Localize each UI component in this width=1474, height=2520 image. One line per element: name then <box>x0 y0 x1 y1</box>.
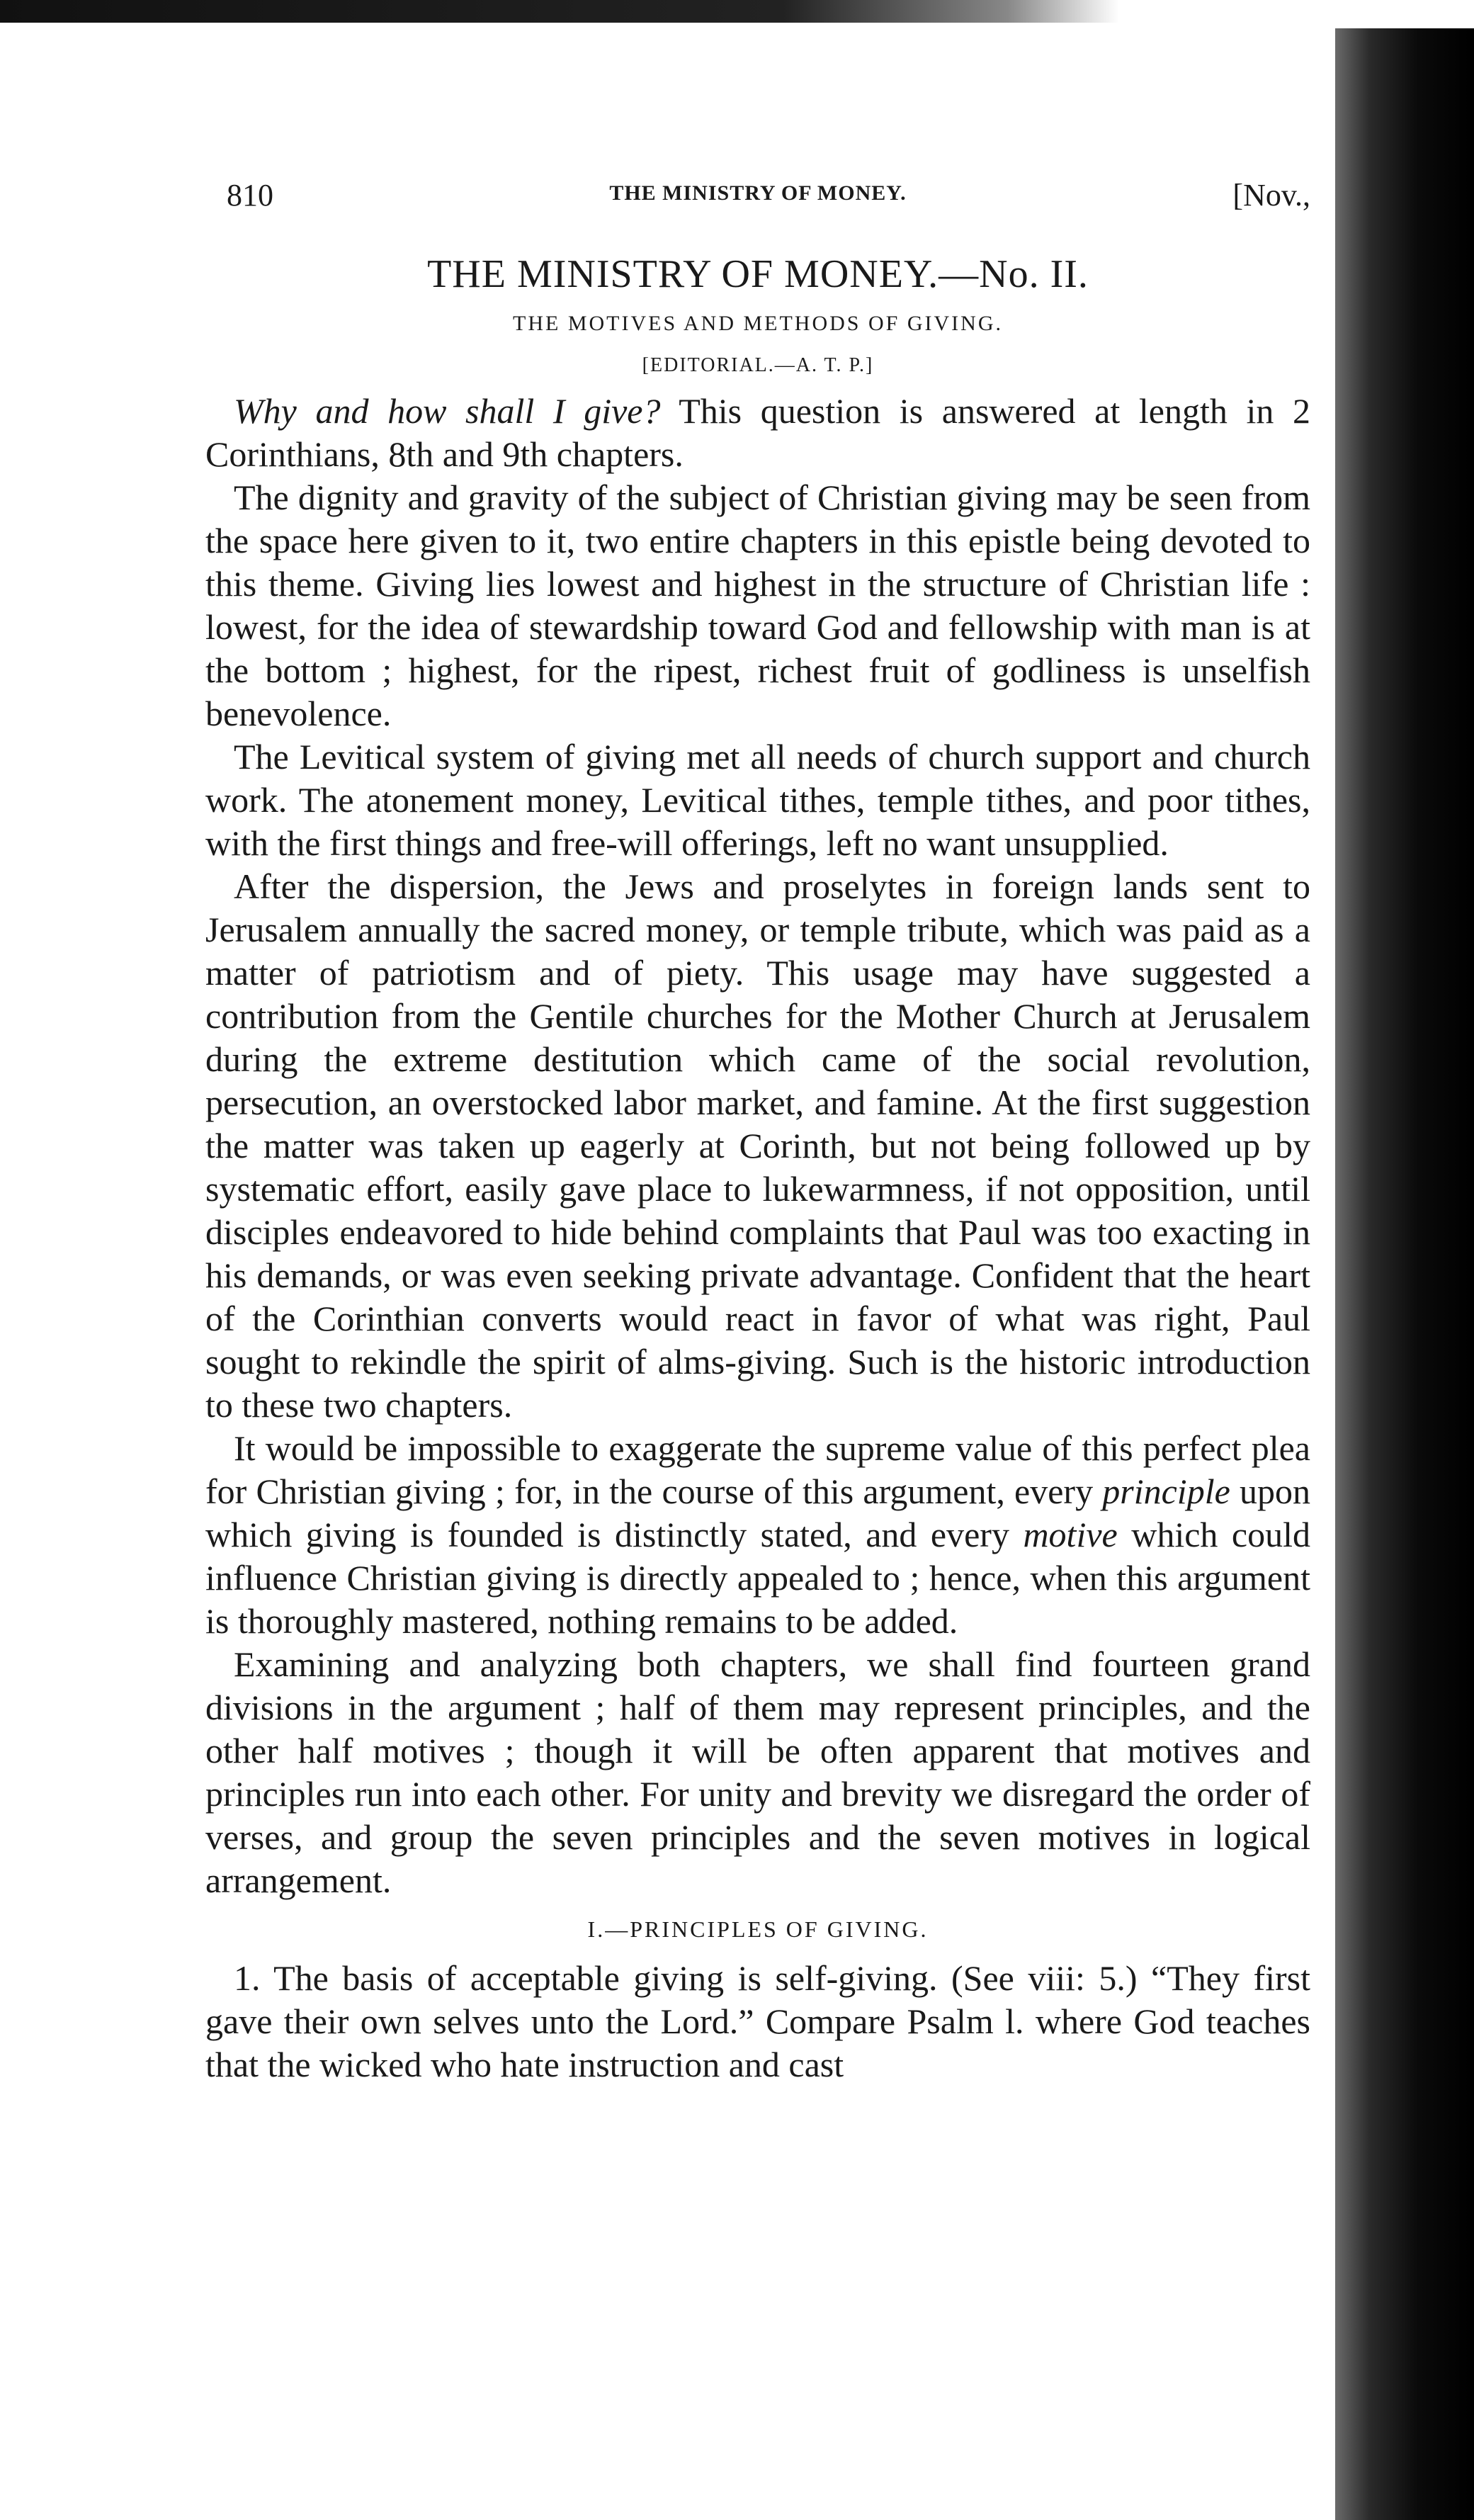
paragraph-4: After the dispersion, the Jews and proselytes in foreign lands sent to Jerusalem annually the sacred money, or temple tribute, which was paid as a matter of patriotism and of piety. This usage may have suggested a contribution from the Gentile churches for the Mother Church at Jerusalem during the extreme destitution which came of the social revolution, persecution, an overstocked labor market, and famine. At the first suggestion the matter was taken up eagerly at Corinth, but not being followed up by systematic effort, easily gave place to lukewarmness, if not opposition, until disciples endeavored to hide behind complaints that Paul was too exacting in his demands, or was even seeking private advantage. Confident that the heart of the Corinthian converts would react in favor of what was right, Paul sought to rekindle the spirit of alms-giving. Such is the historic introduction to these two chapters. <box>205 866 1310 1425</box>
principle-emphasis: principle <box>1102 1471 1230 1511</box>
running-title: THE MINISTRY OF MONEY. <box>609 181 907 205</box>
paragraph-3: The Levitical system of giving met all needs of church support and church work. The atonement money, Levitical tithes, temple tithes, and poor tithes, with the first things and free-will offerings, left no want unsupplied. <box>205 737 1310 863</box>
paragraph-6: Examining and analyzing both chapters, we shall find fourteen grand divisions in the argument ; half of them may represent principles, and the other half motives ; though it will be often apparent that motives and principles run into each other. For unity and brevity we disregard the order of verses, and group the seven principles and the seven motives in logical arrangement. <box>205 1644 1310 1900</box>
book-page <box>205 0 1335 2520</box>
scan-right-edge <box>1335 28 1474 2520</box>
paragraph-2: The dignity and gravity of the subject of Christian giving may be seen from the space here given to it, two entire chapters in this epistle being devoted to this theme. Giving lies lowest and highest in the structure of Christian life : lowest, for the idea of stewardship toward God and fellowship with man is at the bottom ; highest, for the ripest, richest fruit of godliness is unselfish benevolence. <box>205 478 1310 733</box>
article-subtitle: THE MOTIVES AND METHODS OF GIVING. <box>513 312 1003 335</box>
paragraph-5-text-b: upon which giving is founded is distinctly stated, and every <box>205 1471 1310 1554</box>
paragraph-5-text-a: It would be impossible to exaggerate the supreme value of this perfect plea for Christian giving ; for, in the course of this argument, every <box>205 1428 1310 1511</box>
motive-emphasis: motive <box>1023 1515 1118 1554</box>
paragraph-1 <box>205 390 1310 476</box>
running-month: [Nov., <box>1232 178 1310 213</box>
section-heading: I.—PRINCIPLES OF GIVING. <box>587 1916 929 1942</box>
running-head <box>205 177 1310 227</box>
article-body <box>205 390 1310 2086</box>
principle-item-1: 1. The basis of acceptable giving is self-giving. (See viii: 5.) “They first gave their own selves unto the Lord.” Compare Psalm l. where God teaches that the wicked who hate instruction and cast <box>205 1958 1310 2084</box>
article-title: THE MINISTRY OF MONEY.—No. II. <box>427 252 1089 296</box>
lead-question: Why and how shall I give? <box>234 391 661 431</box>
paragraph-5 <box>205 1427 1310 1643</box>
article-attribution: [EDITORIAL.—A. T. P.] <box>642 354 874 376</box>
page-number: 810 <box>227 178 273 213</box>
paragraph-5-text-c: which could influence Christian giving is directly appealed to ; hence, when this argument is thoroughly mastered, nothing remains to be added. <box>205 1515 1311 1641</box>
paragraph-1-text: This question is answered at length in 2 Corinthians, 8th and 9th chapters. <box>205 391 1310 474</box>
